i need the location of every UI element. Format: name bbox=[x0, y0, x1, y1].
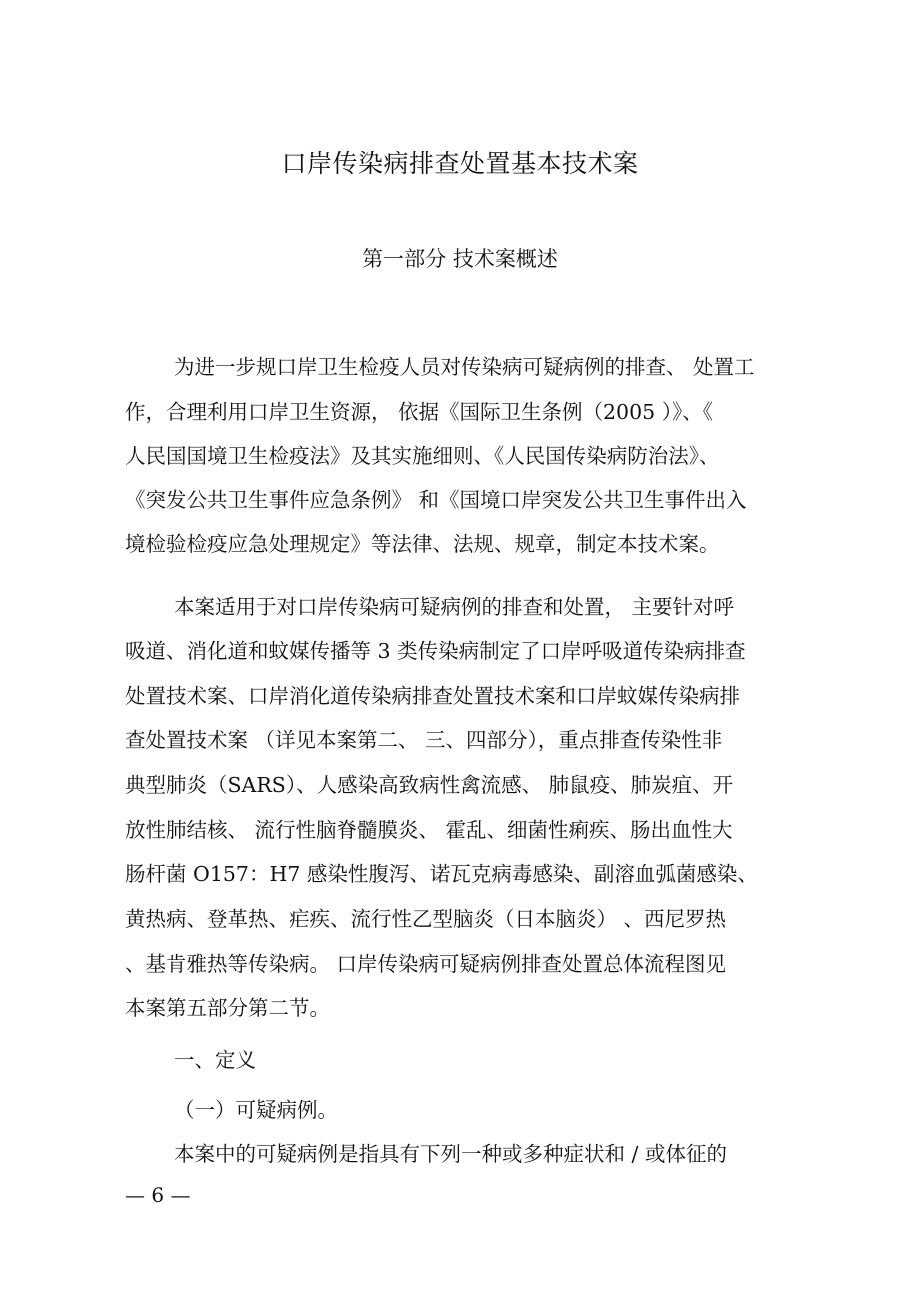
paragraph-2-line-1: 本案适用于对口岸传染病可疑病例的排查和处置， 主要针对呼 bbox=[174, 595, 735, 619]
paragraph-1-line-3: 人民国国境卫生检疫法》及其实施细则、《人民国传染病防治法》、 bbox=[125, 444, 720, 468]
paragraph-2-line-4: 查处置技术案 （详见本案第二、 三、四部分），重点排查传染性非 bbox=[125, 728, 723, 752]
section-heading: 一、定义 bbox=[174, 1048, 256, 1072]
document-title: 口岸传染病排查处置基本技术案 bbox=[281, 149, 639, 178]
paragraph-1-line-4: 《突发公共卫生事件应急条例》 和《国境口岸突发公共卫生事件出入 bbox=[125, 488, 747, 512]
subsection-heading: （一）可疑病例。 bbox=[174, 1098, 338, 1122]
paragraph-2-line-2: 吸道、消化道和蚊媒传播等 3 类传染病制定了口岸呼吸道传染病排查 bbox=[125, 639, 746, 663]
paragraph-2-line-5: 典型肺炎（SARS）、人感染高致病性禽流感、 肺鼠疫、肺炭疽、开 bbox=[125, 773, 734, 797]
paragraph-2-line-6: 放性肺结核、 流行性脑脊髓膜炎、 霍乱、细菌性痢疾、肠出血性大 bbox=[125, 818, 733, 842]
paragraph-1-line-5: 境检验检疫应急处理规定》等法律、法规、规章，制定本技术案。 bbox=[125, 532, 720, 556]
paragraph-2-line-10: 本案第五部分第二节。 bbox=[125, 996, 330, 1020]
paragraph-1-line-2: 作，合理利用口岸卫生资源， 依据《国际卫生条例（2005 ）》、《 bbox=[125, 400, 713, 424]
part-heading: 第一部分 技术案概述 bbox=[362, 247, 558, 271]
paragraph-2-line-3: 处置技术案、口岸消化道传染病排查处置技术案和口岸蚊媒传染病排 bbox=[125, 684, 740, 708]
paragraph-2-line-7: 肠杆菌 O157：H7 感染性腹泻、诺瓦克病毒感染、副溶血弧菌感染、 bbox=[125, 862, 758, 886]
paragraph-3-line-1: 本案中的可疑病例是指具有下列一种或多种症状和 / 或体征的 bbox=[174, 1142, 727, 1166]
paragraph-2-line-9: 、基肯雅热等传染病。 口岸传染病可疑病例排查处置总体流程图见 bbox=[125, 952, 727, 976]
paragraph-1-line-1: 为进一步规口岸卫生检疫人员对传染病可疑病例的排查、 处置工 bbox=[174, 355, 755, 379]
paragraph-2-line-8: 黄热病、登革热、疟疾、流行性乙型脑炎（日本脑炎） 、西尼罗热 bbox=[125, 907, 727, 931]
page-number: — 6 — bbox=[125, 1183, 191, 1207]
